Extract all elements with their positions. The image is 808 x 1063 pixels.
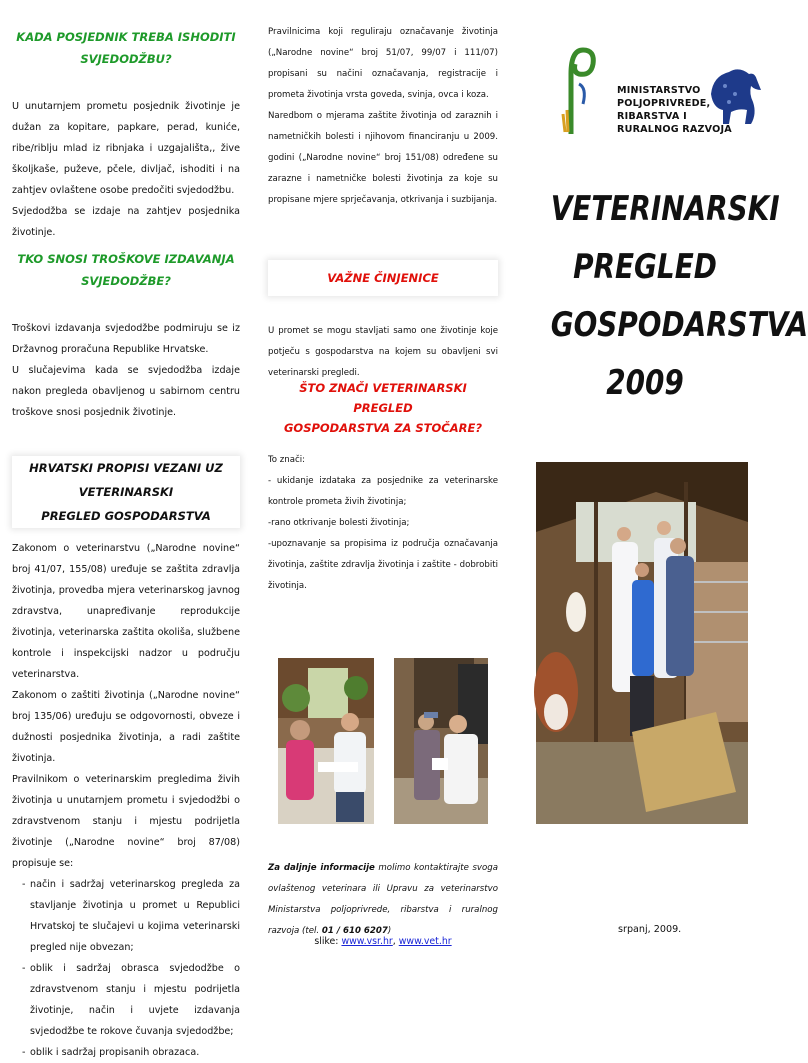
text-block-means: To znači: - ukidanje izdataka za posjednike za veterinarske kontrole prometa živih životinja; -rano otkrivanje bolesti životinja; -upoznavanje sa propisima iz područja označavanja životinja, zaštite zdravlja životinja i zaštite - dobrobiti životinja. bbox=[268, 455, 498, 591]
ministry-name: MINISTARSTVO POLJOPRIVREDE, RIBARSTVA I RURALNOG RAZVOJA bbox=[617, 85, 732, 135]
text-block-costs: Troškovi izdavanja svjedodžbe podmiruju se iz Državnog proračuna Republike Hrvatske. U slučajevima kada se svjedodžba izdaje nakon pregleda obavljenog u sabirnom centru troškove snosi posjednik životinje. bbox=[12, 323, 240, 418]
heading-what-it-means: ŠTO ZNAČI VETERINARSKI PREGLED GOSPODARSTVA ZA STOČARE? bbox=[283, 381, 483, 435]
contact-phone: 01 / 610 6207 bbox=[321, 926, 388, 936]
text-block-when: U unutarnjem prometu posjednik životinje je dužan za kopitare, papkare, perad, kuniće, ribe/riblju mlad iz ribnjaka i uzgajališta,, žive školjkaše, puževe, pčele, divljač, ishoditi i na zahtjev ovlaštene osobe predočiti svjedodžbu. Svjedodžba se izdaje na zahtjev posjednika životinje. bbox=[12, 101, 240, 238]
image-credits: slike: www.vsr.hr, www.vet.hr bbox=[314, 936, 452, 947]
list-item: - oblik i sadržaj propisanih obrazaca. bbox=[30, 1042, 240, 1063]
text-block-regulations: Zakonom o veterinarstvu („Narodne novine“ broj 41/07, 155/08) uređuje se zaštita zdravlja životinja, provedba mjera veterinarskog javnog zdravstva, unapređivanje reprodukcije životinja, veterinarska zaštita okoliša, službene kontrole i inspekcijski nadzor u području veterinarstva. Zakonom o zaštiti životinja („Narodne novine“ broj 135/06) uređuju se odgovornosti, obveze i dužnosti posjednika životinja, a radi zaštite životinja. Pravilnikom o veterinarskim pregledima živih životinja u unutarnjem prometu i svjedodžbi o zdravstvenom stanju i mjestu podrijetla životinje („Narodne novine“ broj 87/08) propisuje se: - način i sadržaj veterinarskog pregleda za stavljanje životinja u promet u Republici Hrvatskoj te slučajevi u kojima veterinarski pregled nije obvezan; - oblik i sadržaj obrasca svjedodžbe o zdravstvenom stanju i mjestu podrijetla životinje, način i uvjete izdavanja svjedodžbe te rokove čuvanja svjedodžbe; - oblik i sadržaj propisanih obrazaca. bbox=[12, 538, 240, 1063]
heading-important-facts: VAŽNE ČINJENICE bbox=[268, 260, 498, 296]
link-vsr[interactable]: www.vsr.hr bbox=[341, 936, 393, 947]
regulation-list bbox=[12, 874, 240, 1063]
heading-who-pays: TKO SNOSI TROŠKOVE IZDAVANJA SVJEDODŽBE? bbox=[17, 252, 235, 288]
ministry-logo bbox=[557, 44, 737, 144]
publication-date: srpanj, 2009. bbox=[618, 924, 682, 935]
ministry-emblem-icon bbox=[557, 44, 597, 138]
photo-vet-farmer bbox=[394, 658, 488, 824]
list-item: - oblik i sadržaj obrasca svjedodžbe o zdravstvenom stanju i mjestu podrijetla životinje, način i uvjete izdavanja svjedodžbe te rokove čuvanja svjedodžbe; bbox=[30, 958, 240, 1042]
heading-when-certificate: KADA POSJEDNIK TREBA ISHODITI SVJEDODŽBU? bbox=[16, 30, 236, 66]
list-item: - način i sadržaj veterinarskog pregleda za stavljanje životinja u promet u Republici Hrvatskoj te slučajevi u kojima veterinarski pregled nije obvezan; bbox=[30, 874, 240, 958]
photo-barn-group bbox=[536, 462, 748, 824]
text-block-labeling: Pravilnicima koji reguliraju označavanje životinja („Narodne novine“ broj 51/07, 99/07 i 111/07) propisani su načini označavanja, registracije i prometa životinja vrsta goveda, svinja, ovca i koza. Naredbom o mjerama zaštite životinja od zaraznih i nametničkih bolesti i njihovom financiranju u 2009. godini („Narodne novine“ broj 151/08) određene su zarazne i nametničke bolesti životinja za koje su propisane mjere sprječavanja, otkrivanja i suzbijanja. bbox=[268, 27, 498, 205]
text-block-facts: U promet se mogu stavljati samo one životinje koje potječu s gospodarstva na kojem su obavljeni svi veterinarski pregledi. bbox=[268, 326, 498, 378]
contact-bold: Za daljnje informacije bbox=[268, 863, 375, 873]
contact-info: Za daljnje informacije molimo kontaktirajte svoga ovlaštenog veterinara ili Upravu za veterinarstvo Ministarstva poljoprivrede, ribarstva i ruralnog razvoja (tel. 01 / 610 6207) bbox=[268, 863, 498, 936]
main-title: VETERINARSKI PREGLED GOSPODARSTVA 2009 bbox=[550, 189, 808, 403]
photo-vet-desk bbox=[278, 658, 374, 824]
horse-logo-icon bbox=[705, 64, 763, 128]
link-vet[interactable]: www.vet.hr bbox=[398, 936, 452, 947]
heading-regulations: HRVATSKI PROPISI VEZANI UZ VETERINARSKI PREGLED GOSPODARSTVA bbox=[12, 456, 240, 528]
